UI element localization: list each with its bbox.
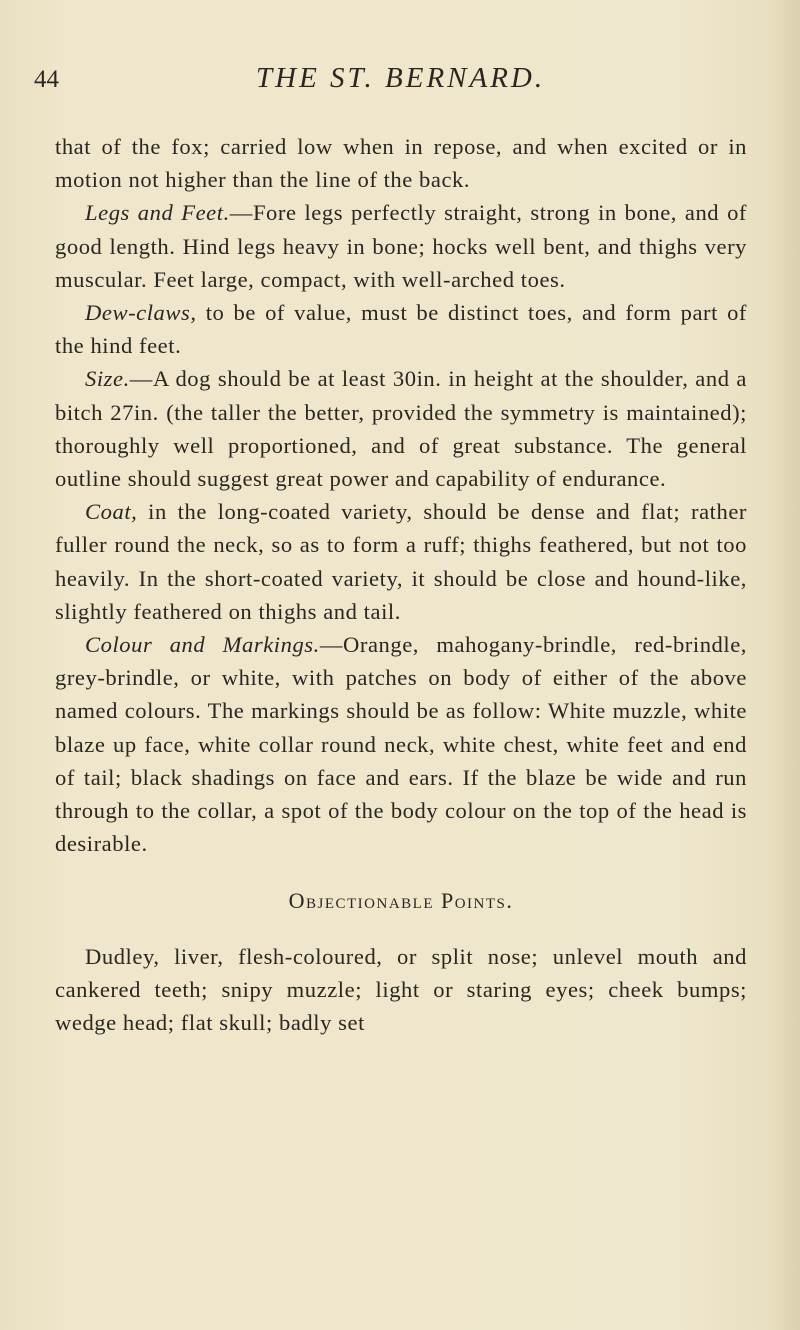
paragraph-text: that of the fox; carried low when in repose, and when excited or in motion not higher than the line of the back.: [55, 134, 747, 193]
page-header: [34, 62, 754, 106]
running-title: THE ST. BERNARD.: [256, 62, 546, 94]
body-text: [55, 130, 747, 1039]
paragraph-legs-and-feet: [55, 196, 747, 296]
paragraph-heading: Legs and Feet.: [85, 200, 230, 226]
page-number: 44: [34, 66, 59, 93]
paragraph-coat: [55, 495, 747, 628]
heading-separator: [137, 499, 148, 524]
paragraph-objectionable-points: [55, 940, 747, 1040]
paragraph-dew-claws: [55, 296, 747, 362]
paragraph-tail-description: [55, 130, 747, 196]
paragraph-heading: Dew-claws,: [85, 300, 197, 326]
paragraph-text: to be of value, must be distinct toes, and form part of the hind feet.: [55, 300, 747, 359]
paragraph-text: Fore legs perfectly straight, strong in bone, and of good length. Hind legs heavy in bone; hocks well bent, and thighs very muscular. Feet large, compact, with well-arched toes.: [55, 200, 747, 292]
paragraph-text: A dog should be at least 30in. in height at the shoulder, and a bitch 27in. (the taller the better, provided the symmetry is maintained); thoroughly well proportioned, and of great substance. The general outline should suggest great power and capability of endurance.: [55, 366, 747, 492]
section-heading-objectionable-points: Objectionable Points.: [288, 888, 514, 914]
heading-separator: —: [319, 632, 343, 658]
heading-separator: [197, 300, 206, 325]
paragraph-heading: Colour and Markings.: [85, 632, 320, 658]
heading-separator: —: [229, 200, 253, 226]
paragraph-size: [55, 362, 747, 495]
paragraph-colour-and-markings: [55, 628, 747, 860]
paragraph-text: Dudley, liver, flesh-coloured, or split nose; unlevel mouth and cankered teeth; snipy muzzle; light or staring eyes; cheek bumps; wedge head; flat skull; badly set: [55, 943, 747, 1036]
paragraph-text: in the long-coated variety, should be dense and flat; rather fuller round the neck, so as to form a ruff; thighs feathered, but not too heavily. In the short-coated variety, it should be close and hound-like, slightly feathered on thighs and tail.: [55, 499, 748, 624]
paragraph-heading: Coat,: [85, 499, 138, 525]
heading-separator: —: [129, 366, 153, 392]
paragraph-text: Orange, mahogany-brindle, red-brindle, grey-brindle, or white, with patches on body of either of the above named colours. The markings should be as follow: White muzzle, white blaze up face, white collar round neck, white chest, white feet and end of tail; black shadings on face and ears. If the blaze be wide and run through to the collar, a spot of the body colour on the top of the head is desirable.: [55, 632, 748, 857]
page-edge-shadow: [772, 0, 800, 1330]
paragraph-heading: Size.: [85, 366, 130, 392]
